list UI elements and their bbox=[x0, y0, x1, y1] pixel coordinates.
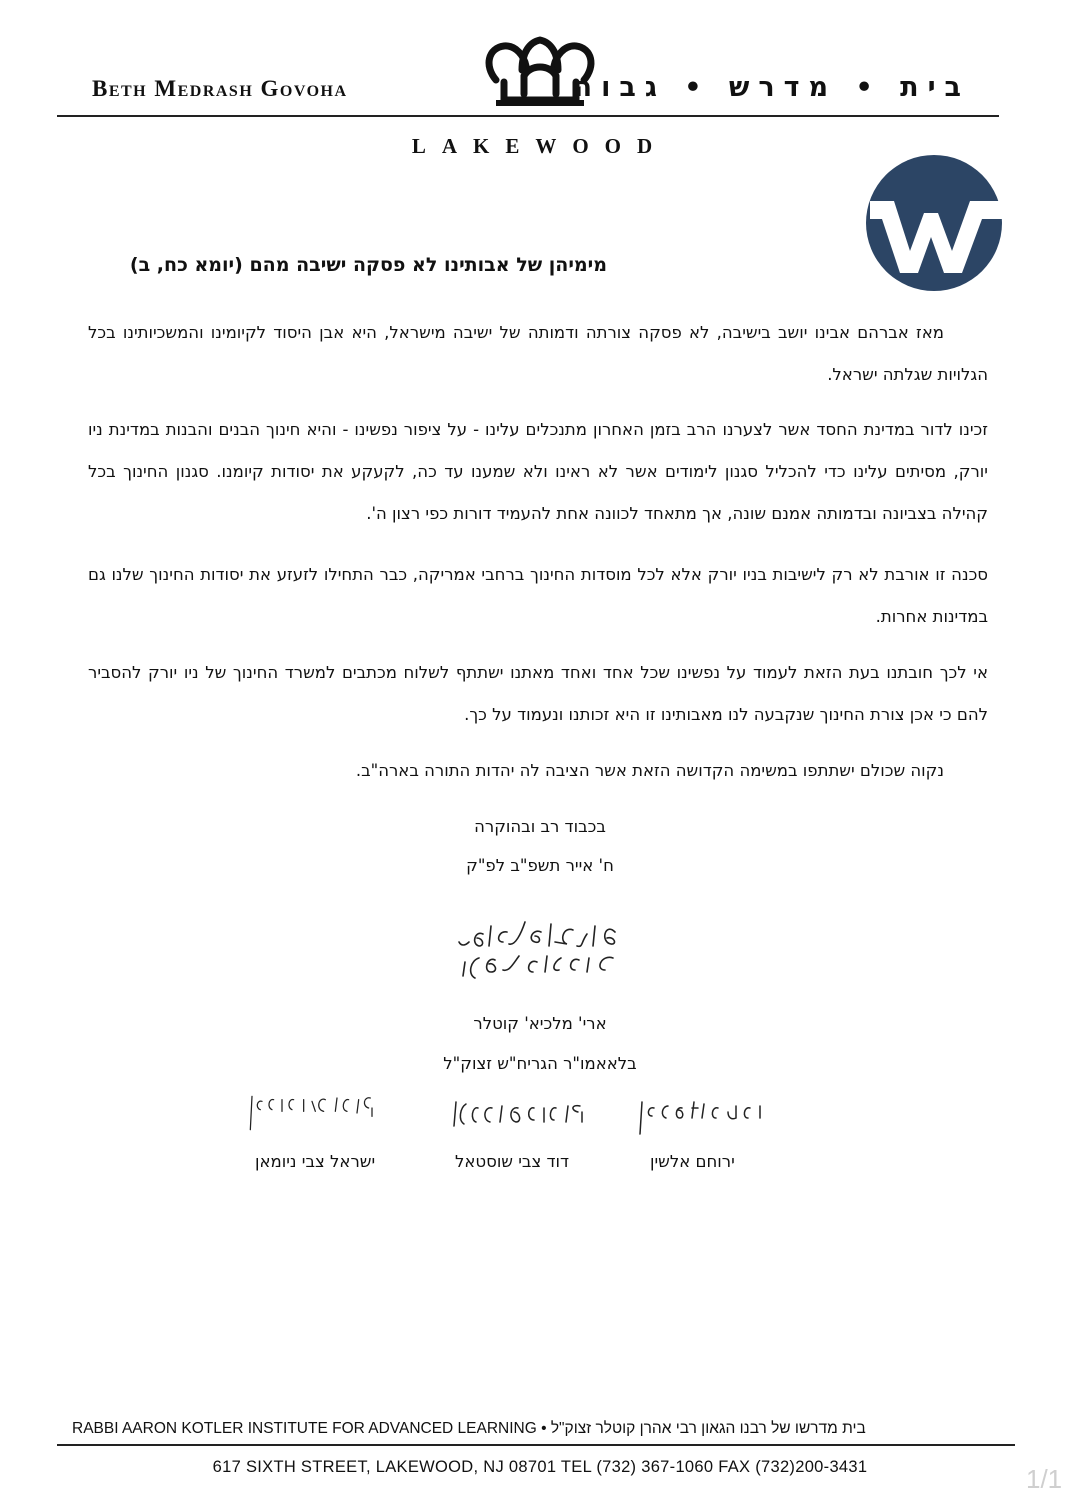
letter-heading: מימיהן של אבותינו לא פסקה ישיבה מהם (יומא כח, ב) bbox=[129, 254, 607, 276]
cosigner-signature-2 bbox=[448, 1098, 588, 1138]
cosigner-name-2: דוד צבי שוסטאל bbox=[455, 1152, 570, 1171]
footer-address: 617 SIXTH STREET, LAKEWOOD, NJ 08701 TEL (732) 367-1060 FAX (732)200-3431 bbox=[212, 1458, 868, 1476]
footer-divider bbox=[57, 1444, 1015, 1446]
paragraph-3: סכנה זו אורבת לא רק לישיבות בניו יורק אלא לכל מוסדות החינוך ברחבי אמריקה, כבר התחילו לזעזע את יסודות החינוך שלנו גם במדינות אחרות. bbox=[88, 565, 988, 626]
footer-english: RABBI AARON KOTLER INSTITUTE FOR ADVANCED LEARNING bbox=[72, 1420, 537, 1437]
signer-title: בלאאמו"ר הגריח"ש זצוק"ל bbox=[443, 1054, 637, 1073]
page-indicator: 1/1 bbox=[1026, 1464, 1063, 1494]
closing-line: בכבוד רב ובהוקרה bbox=[474, 817, 606, 836]
paragraph-1: מאז אברהם אבינו יושב בישיבה, לא פסקה צורתה ודמותה של ישיבה מישראל, היא אבן היסוד לקיומינו והמשכיותינו בכל הגלויות שגלתה ישראל. bbox=[88, 323, 988, 384]
main-signature bbox=[455, 912, 630, 982]
cosigner-signature-1 bbox=[632, 1098, 767, 1138]
letterhead-city: LAKEWOOD bbox=[411, 134, 669, 158]
paragraph-5: נקוה שכולם ישתתפו במשימה הקדושה הזאת אשר הציבה לה יהדות התורה בארה"ב. bbox=[355, 761, 944, 780]
letterhead-divider bbox=[57, 115, 999, 117]
paragraph-4: אי לכך חובתנו בעת הזאת לעמוד על נפשינו שכל אחד ואחד מאתנו ישתתף לשלוח מכתבים למשרד החינוך של ניו יורק להסביר להם כי אכן צורת החינוך שנקבעה לנו מאבותינו זו היא זכותנו ונעמוד על כך. bbox=[88, 663, 988, 724]
cosigner-name-3: ישראל צבי ניומאן bbox=[255, 1152, 376, 1171]
cosigner-name-1: ירוחם אלשין bbox=[650, 1152, 735, 1171]
signer-name: ארי' מלכיא' קוטלר bbox=[473, 1014, 607, 1033]
footer-hebrew: בית מדרשו של רבנו הגאון רבי אהרן קוטלר זצוק"ל bbox=[550, 1420, 866, 1437]
letterhead-english-name: Beth Medrash Govoha bbox=[92, 76, 348, 101]
cosigner-signature-3 bbox=[232, 1093, 392, 1133]
footer-bullet: • bbox=[541, 1420, 551, 1437]
letter-date: ח' אייר תשפ"ב לפ"ק bbox=[466, 856, 614, 875]
footer-institute-line bbox=[72, 1420, 992, 1438]
paragraph-2: זכינו לדור במדינת החסד אשר לצערנו הרב בזמן האחרון מתנכלים עלינו - על ציפור נפשינו - והיא חינוך הבנים והבנות במדינת ניו יורק, מסיתים עלינו כדי להכליל סגנון לימודים אשר לא ראינו ולא שמענו עד כה, לקעקע את יסודות קיומנו. סגנון החינוך בכל קהילה בצביונה ובדמותה אמנם שונה, אך מתאחד לכוונה אחת להעמיד דורות כפי רצון ה'. bbox=[88, 420, 988, 523]
letterhead-hebrew-name: בית • מדרש • גבוה bbox=[573, 72, 970, 103]
w-circle-logo-icon bbox=[866, 155, 1002, 291]
